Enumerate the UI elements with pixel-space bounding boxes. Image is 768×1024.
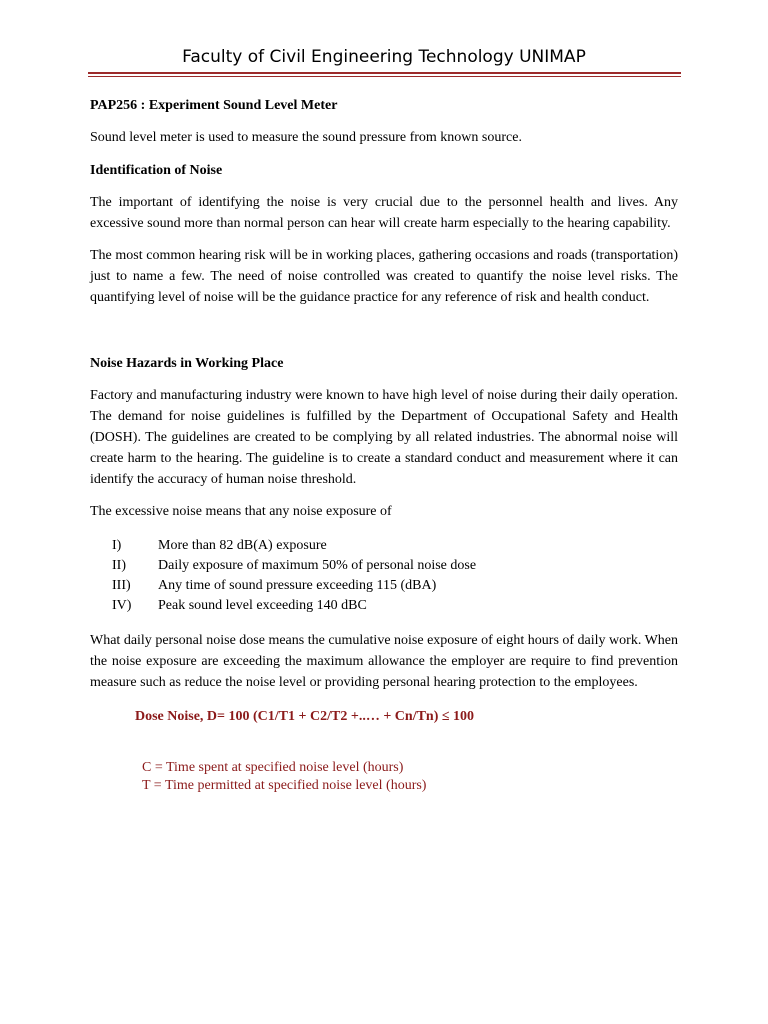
list-item-number: IV) [112,598,132,613]
formula-definitions [90,759,678,795]
document-body [90,95,678,795]
list-item-text: Any time of sound pressure exceeding 115 (dBA) [158,578,437,593]
header-divider [88,72,681,74]
definition-t: T = Time permitted at specified noise level (hours) [142,778,427,793]
list-item-text: More than 82 dB(A) exposure [158,538,327,553]
list-item-number: III) [112,578,131,593]
header-divider-thin [88,76,681,77]
section-heading-identification: Identification of Noise [90,163,223,178]
list-item-text: Peak sound level exceeding 140 dBC [158,598,367,613]
paragraph-identification-2: The most common hearing risk will be in working places, gathering occasions and roads (transportation) just to name a few. The need of noise controlled was created to quantify the noise level risks. The quantifying level of noise will be the guidance practice for any reference of risk and health conduct. [90,248,678,305]
section-heading-hazards: Noise Hazards in Working Place [90,356,284,371]
paragraph-identification-1: The important of identifying the noise is very crucial due to the personnel health and lives. Any excessive sound more than normal person can hear will create harm especially to the hearing capability. [90,195,678,231]
intro-paragraph: Sound level meter is used to measure the sound pressure from known source. [90,130,522,145]
list-item-text: Daily exposure of maximum 50% of personal noise dose [158,558,477,573]
page-header-title: Faculty of Civil Engineering Technology UNIMAP [182,47,586,67]
list-item-number: II) [112,558,126,573]
list-item [90,556,678,576]
list-item-number: I) [112,538,122,553]
paragraph-hazards-1: Factory and manufacturing industry were known to have high level of noise during their daily operation. The demand for noise guidelines is fulfilled by the Department of Occupational Safety and Health (DOSH). The guidelines are created to be complying by all related industries. The abnormal noise will create harm to the hearing. The guideline is to create a standard conduct and measurement where it can identify the accuracy of human noise threshold. [90,388,678,487]
paragraph-hazards-3: What daily personal noise dose means the cumulative noise exposure of eight hours of daily work. When the noise exposure are exceeding the maximum allowance the employer are require to find prevention measure such as reduce the noise level or providing personal hearing protection to the employees. [90,633,678,690]
dose-noise-formula: Dose Noise, D= 100 (C1/T1 + C2/T2 +..… + Cn/Tn) ≤ 100 [135,709,475,724]
experiment-title: PAP256 : Experiment Sound Level Meter [90,98,338,113]
list-item [90,576,678,596]
exposure-list [90,536,678,616]
paragraph-hazards-2: The excessive noise means that any noise exposure of [90,504,392,519]
definition-c: C = Time spent at specified noise level (hours) [142,760,404,775]
list-item [90,536,678,556]
list-item [90,596,678,616]
